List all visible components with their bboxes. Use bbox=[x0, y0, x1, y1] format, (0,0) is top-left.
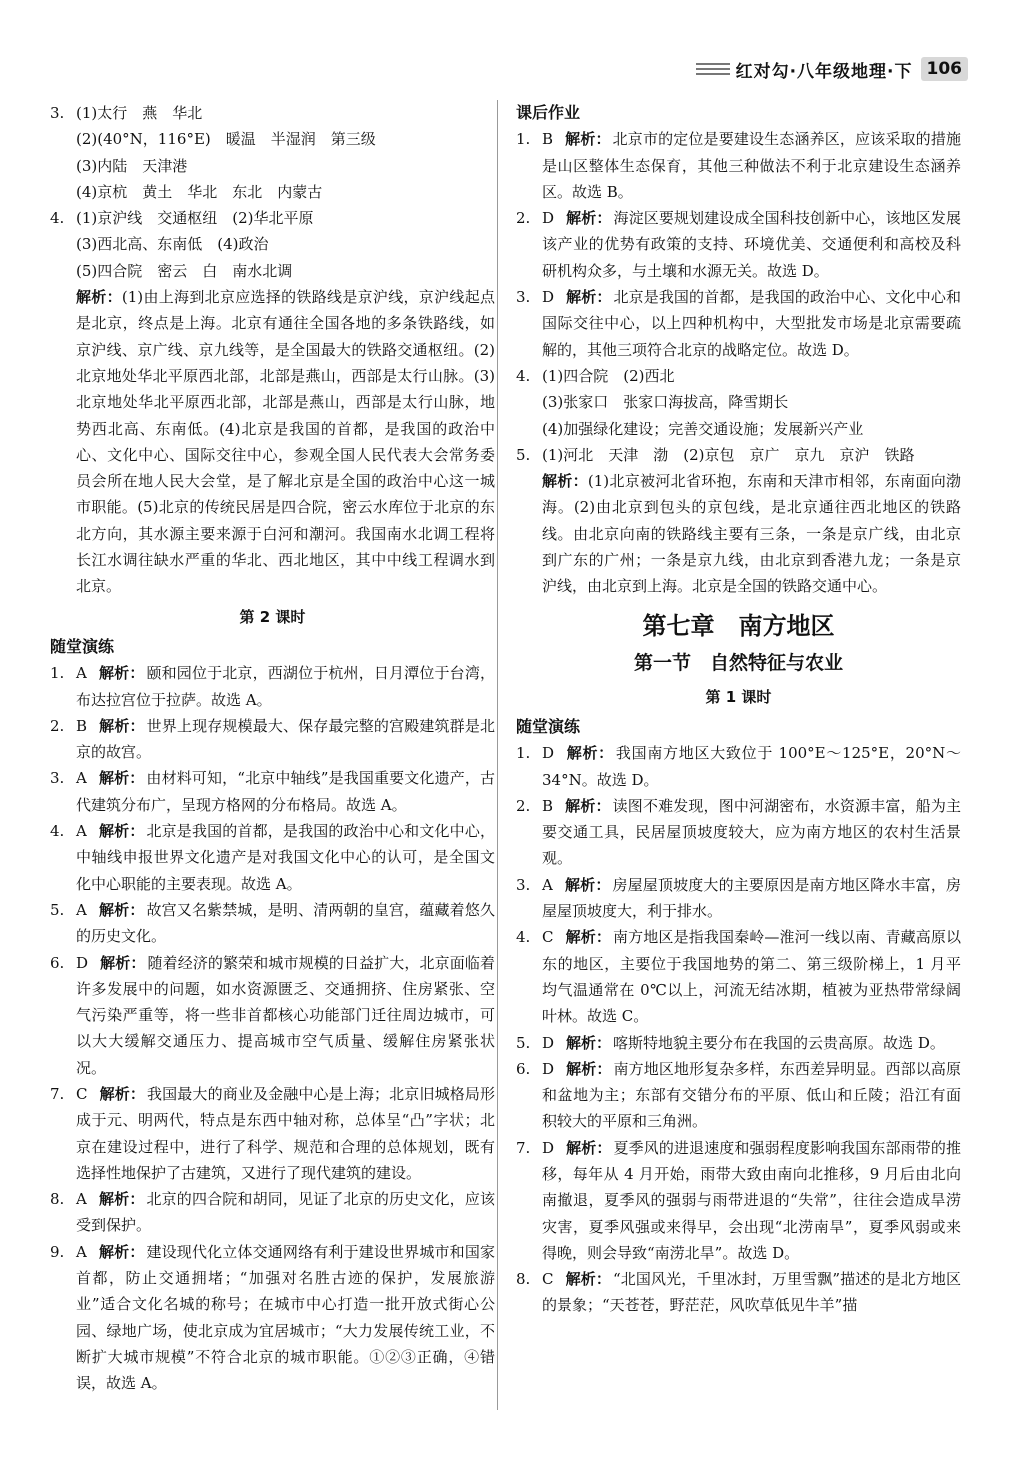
answer-choice: A bbox=[76, 900, 87, 919]
answer-choice: D bbox=[542, 744, 555, 763]
answer-choice: D bbox=[542, 209, 555, 228]
analysis-text: 夏季风的进退速度和强弱程度影响我国东部雨带的推移，每年从 4 月开始，雨带大致由南向北推移，9 月后由北向南撤退，夏季风的强弱与雨带进退的“失常”，往往会造成旱涝灾害，夏季风强或来得早，会出现“北涝南旱”，夏季风弱或来得晚，则会导致“南涝北旱”。故选 D。 bbox=[542, 1138, 961, 1262]
exercise-item bbox=[516, 793, 961, 872]
analysis-label: 解析： bbox=[566, 1033, 612, 1052]
analysis-text: 北京市的定位是要建设生态涵养区，应该采取的措施是山区整体生态保育，其他三种做法不利于北京建设生态涵养区。故选 B。 bbox=[542, 130, 961, 201]
question-number: 8. bbox=[50, 1190, 65, 1209]
analysis-label: 解析： bbox=[566, 1059, 612, 1078]
answer-choice: B bbox=[76, 716, 88, 735]
exercise-item bbox=[516, 740, 961, 793]
question-number: 9. bbox=[50, 1242, 65, 1261]
answer-line: (1)京沪线 交通枢纽 (2)华北平原 bbox=[76, 209, 314, 228]
question-number: 5. bbox=[516, 1033, 531, 1052]
analysis-text: 建设现代化立体交通网络有利于建设世界城市和国家首都，防止交通拥堵；“加强对名胜古迹的保护，发展旅游业”适合文化名城的称号；在城市中心打造一批开放式街心公园、绿地广场，使北京成为宜居城市；“大力发展传统工业，不断扩大城市规模”不符合北京的城市职能。①②③正确，④错误，故选 A。 bbox=[76, 1242, 495, 1393]
analysis-label: 解析： bbox=[566, 209, 612, 228]
answer-line: (4)京杭 黄土 华北 东北 内蒙古 bbox=[76, 182, 323, 201]
answer-line: (1)河北 天津 渤 (2)京包 京广 京九 京沪 铁路 bbox=[542, 445, 915, 464]
analysis-label: 解析： bbox=[566, 1138, 612, 1157]
lesson-heading: 第 2 课时 bbox=[239, 607, 306, 626]
answer-choice: D bbox=[542, 1059, 555, 1078]
section-heading: 课后作业 bbox=[516, 103, 581, 122]
analysis-label: 解析： bbox=[100, 953, 146, 972]
analysis-label: 解析： bbox=[565, 130, 611, 149]
question-number: 6. bbox=[516, 1059, 531, 1078]
answer-choice: C bbox=[76, 1084, 88, 1103]
analysis-label: 解析： bbox=[542, 472, 588, 491]
exercise-item bbox=[50, 713, 495, 766]
analysis-text: 北京是我国的首都，是我国的政治中心、文化中心和国际交往中心，以上四种机构中，大型批发市场是北京需要疏解的，其他三项符合北京的战略定位。故选 D。 bbox=[542, 288, 961, 359]
question-number: 3. bbox=[516, 875, 531, 894]
answer-line: (2)(40°N，116°E) 暖温 半湿润 第三级 bbox=[76, 130, 376, 149]
chapter-title: 第七章 南方地区 bbox=[642, 611, 835, 640]
analysis-text: 南方地区地形复杂多样，东西差异明显。西部以高原和盆地为主；东部有交错分布的平原、低山和丘陵；沿江有面积较大的平原和三角洲。 bbox=[542, 1059, 961, 1131]
analysis-text: 故宫又名紫禁城，是明、清两朝的皇宫，蕴藏着悠久的历史文化。 bbox=[76, 900, 495, 946]
question-5 bbox=[516, 442, 961, 600]
analysis bbox=[76, 284, 495, 600]
left-column bbox=[50, 100, 495, 1397]
answer-choice: A bbox=[542, 875, 553, 894]
question-number: 7. bbox=[50, 1084, 65, 1103]
analysis-text: 随着经济的繁荣和城市规模的日益扩大，北京面临着许多发展中的问题，如水资源匮乏、交通拥挤、住房紧张、空气污染严重等，将一些非首都核心功能部门迁往周边城市，可以大大缓解交通压力、提高城市空气质量、缓解住房紧张状况。 bbox=[76, 953, 495, 1077]
analysis-text: (1)北京被河北省环抱，东南和天津市相邻，东南面向渤海。(2)由北京到包头的京包线，是北京通往西北地区的铁路线。由北京向南的铁路线主要有三条，一条是京广线，由北京到广东的广州；一条是京九线，由北京到香港九龙；一条是京沪线，由北京到上海。北京是全国的铁路交通中心。 bbox=[542, 472, 961, 596]
answer-choice: D bbox=[542, 288, 555, 307]
exercise-item bbox=[50, 950, 495, 1081]
answer-choice: A bbox=[76, 664, 87, 683]
answer-choice: A bbox=[76, 1190, 87, 1209]
exercise-item bbox=[516, 1135, 961, 1266]
exercise-item bbox=[516, 284, 961, 363]
analysis-label: 解析： bbox=[565, 928, 612, 947]
question-4 bbox=[50, 205, 495, 599]
analysis-text: 北京的四合院和胡同，见证了北京的历史文化，应该受到保护。 bbox=[76, 1190, 495, 1235]
answer-line: (4)加强绿化建设；完善交通设施；发展新兴产业 bbox=[542, 419, 864, 438]
question-number: 1. bbox=[50, 664, 65, 683]
analysis-label: 解析： bbox=[98, 1190, 145, 1209]
page-number: 106 bbox=[921, 57, 969, 81]
lesson-heading: 第 1 课时 bbox=[705, 687, 772, 706]
analysis-text: 我国最大的商业及金融中心是上海；北京旧城格局形成于元、明两代，特点是东西中轴对称，总体呈“凸”字状；北京在建设过程中，进行了科学、规范和合理的总体规划，既有选择性地保护了古建筑，又进行了现代建筑的建设。 bbox=[76, 1084, 495, 1182]
analysis-label: 解析： bbox=[99, 1084, 146, 1103]
exercise-item bbox=[50, 765, 495, 818]
analysis-text: 喀斯特地貌主要分布在我国的云贵高原。故选 D。 bbox=[613, 1033, 945, 1052]
exercise-item bbox=[50, 1186, 495, 1239]
question-number: 2. bbox=[516, 796, 531, 815]
answer-choice: A bbox=[76, 769, 87, 788]
analysis-text: “北国风光，千里冰封，万里雪飘”描述的是北方地区的景象；“天苍苍，野茫茫，风吹草低见牛羊”描 bbox=[542, 1270, 961, 1315]
analysis-label: 解析： bbox=[566, 288, 612, 307]
analysis-text: 世界上现存规模最大、保存最完整的宫殿建筑群是北京的故宫。 bbox=[76, 716, 495, 762]
analysis-label: 解析： bbox=[98, 769, 145, 788]
analysis-label: 解析： bbox=[98, 900, 145, 919]
exercise-item bbox=[516, 924, 961, 1029]
question-number: 4. bbox=[50, 822, 65, 841]
page-header bbox=[696, 56, 968, 82]
question-number: 4. bbox=[50, 209, 65, 228]
answer-choice: D bbox=[542, 1138, 555, 1157]
exercise-item bbox=[50, 660, 495, 713]
section-heading: 随堂演练 bbox=[50, 636, 115, 656]
question-3 bbox=[50, 100, 495, 205]
answer-line: (3)内陆 天津港 bbox=[76, 156, 188, 175]
answer-line: (1)太行 燕 华北 bbox=[76, 104, 203, 122]
question-number: 1. bbox=[516, 130, 531, 149]
question-number: 3. bbox=[516, 288, 531, 307]
question-number: 6. bbox=[50, 953, 65, 972]
question-4 bbox=[516, 363, 961, 442]
question-number: 3. bbox=[50, 769, 65, 788]
analysis-text: 读图不难发现，图中河湖密布，水资源丰富，船为主要交通工具，民居屋顶坡度较大，应为南方地区的农村生活景观。 bbox=[542, 796, 961, 868]
question-number: 1. bbox=[516, 744, 531, 763]
analysis-text: 由材料可知，“北京中轴线”是我国重要文化遗产，古代建筑分布广，呈现方格网的分布格局。故选 A。 bbox=[76, 769, 495, 814]
question-number: 8. bbox=[516, 1270, 531, 1289]
header-lines-decoration bbox=[696, 63, 730, 75]
question-number: 5. bbox=[516, 445, 531, 464]
exercise-item bbox=[50, 1239, 495, 1397]
analysis-label: 解析： bbox=[98, 664, 145, 683]
analysis-text: (1)由上海到北京应选择的铁路线是京沪线，京沪线起点是北京，终点是上海。北京有通往全国各地的多条铁路线，如京沪线、京广线、京九线等，是全国最大的铁路交通枢纽。(2)北京地处华北平原西北部，北部是燕山，西部是太行山脉。(3)北京地处华北平原西北部，北部是燕山，西部是太行山脉，地势西北高、东南低。(4)北京是我国的首都，是我国的政治中心、文化中心、国际交往中心，参观全国人民代表大会常务委员会所在地人民大会堂，是了解北京是全国的政治中心这一城市职能。(5)北京的传统民居是四合院，密云水库位于北京的东北方向，其水源主要来源于白河和潮河。我国南水北调工程将长江水调往缺水严重的华北、西北地区，其中中线工程调水到北京。 bbox=[76, 288, 495, 596]
answer-choice: B bbox=[542, 796, 554, 815]
analysis-text: 北京是我国的首都，是我国的政治中心和文化中心，中轴线申报世界文化遗产是对我国文化中心的认可，是全国文化中心职能的主要表现。故选 A。 bbox=[76, 822, 495, 893]
question-number: 2. bbox=[50, 716, 65, 735]
answer-line: (5)四合院 密云 白 南水北调 bbox=[76, 261, 293, 280]
exercise-item bbox=[516, 1056, 961, 1135]
answer-line: (3)张家口 张家口海拔高，降雪期长 bbox=[542, 393, 789, 412]
question-number: 2. bbox=[516, 209, 531, 228]
exercise-item bbox=[50, 1081, 495, 1186]
analysis-text: 颐和园位于北京，西湖位于杭州，日月潭位于台湾，布达拉宫位于拉萨。故选 A。 bbox=[76, 664, 495, 709]
analysis-label: 解析： bbox=[76, 288, 122, 307]
exercise-item bbox=[50, 897, 495, 950]
question-number: 4. bbox=[516, 366, 531, 385]
answer-choice: D bbox=[542, 1033, 555, 1052]
book-title: 红对勾·八年级地理·下 bbox=[735, 61, 913, 82]
analysis-label: 解析： bbox=[98, 822, 145, 841]
question-number: 4. bbox=[516, 928, 531, 947]
question-number: 7. bbox=[516, 1138, 531, 1157]
answer-line: (1)四合院 (2)西北 bbox=[542, 366, 675, 385]
analysis-text: 房屋屋顶坡度大的主要原因是南方地区降水丰富，房屋屋顶坡度大，利于排水。 bbox=[542, 875, 961, 921]
exercise-item bbox=[516, 1030, 961, 1056]
column-divider bbox=[497, 100, 498, 1410]
analysis-text: 我国南方地区大致位于 100°E～125°E，20°N～34°N。故选 D。 bbox=[542, 744, 961, 789]
question-number: 5. bbox=[50, 900, 65, 919]
answer-choice: A bbox=[76, 822, 87, 841]
analysis-label: 解析： bbox=[565, 796, 611, 815]
exercise-item bbox=[50, 818, 495, 897]
analysis bbox=[542, 468, 961, 599]
exercise-item bbox=[516, 872, 961, 925]
answer-line: (3)西北高、东南低 (4)政治 bbox=[76, 235, 269, 254]
exercise-item bbox=[516, 205, 961, 284]
analysis-label: 解析： bbox=[564, 875, 611, 894]
analysis-label: 解析： bbox=[565, 1270, 611, 1289]
answer-choice: D bbox=[76, 953, 89, 972]
answer-choice: B bbox=[542, 130, 554, 149]
exercise-item bbox=[516, 1266, 961, 1319]
answer-choice: A bbox=[76, 1242, 87, 1261]
answer-choice: C bbox=[542, 1270, 554, 1289]
right-column bbox=[516, 100, 961, 1319]
analysis-text: 海淀区要规划建设成全国科技创新中心，该地区发展该产业的优势有政策的支持、环境优美、交通便利和高校及科研机构众多，与土壤和水源无关。故选 D。 bbox=[542, 209, 961, 280]
section-title: 第一节 自然特征与农业 bbox=[633, 651, 843, 674]
section-heading: 随堂演练 bbox=[516, 716, 581, 736]
analysis-label: 解析： bbox=[98, 1242, 145, 1261]
answer-choice: C bbox=[542, 928, 554, 947]
analysis-text: 南方地区是指我国秦岭—淮河一线以南、青藏高原以东的地区，主要位于我国地势的第二、第三级阶梯上，1 月平均气温通常在 0℃以上，河流无结冰期，植被为亚热带常绿阔叶林。故选 C。 bbox=[542, 928, 961, 1026]
exercise-item bbox=[516, 126, 961, 205]
question-number: 3. bbox=[50, 104, 65, 122]
analysis-label: 解析： bbox=[566, 744, 614, 763]
analysis-label: 解析： bbox=[99, 716, 145, 735]
